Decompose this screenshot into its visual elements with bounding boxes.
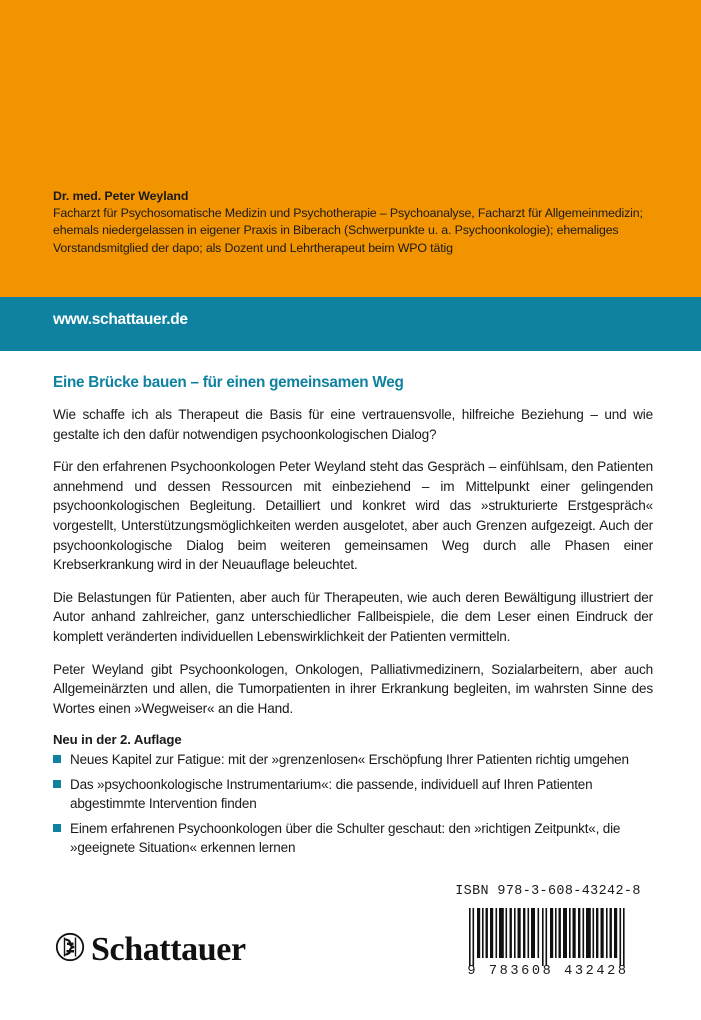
blurb-paragraph: Peter Weyland gibt Psychoonkologen, Onkologen, Palliativmedizinern, Sozialarbeitern, aber auch Allgemeinärzten und allen, die Tumorpatienten in ihrer Erkrankung begleiten, im wahrsten Sinne des Wortes einen »Wegweiser« an die Hand. — [53, 661, 653, 716]
author-name: Dr. med. Peter Weyland — [53, 189, 189, 203]
blurb-heading: Eine Brücke bauen – für einen gemeinsamen Weg — [53, 374, 404, 391]
isbn-number: ISBN 978-3-608-43242-8 — [455, 884, 641, 899]
list-item-label: Das »psychoonkologische Instrumentarium«: die passende, individuell auf Ihren Patienten abgestimmte Intervention finden — [70, 777, 593, 812]
author-block — [53, 188, 653, 257]
blurb-paragraph: Wie schaffe ich als Therapeut die Basis für eine vertrauensvolle, hilfreiche Beziehung – und wie gestalte ich den dafür notwendigen psychoonkologischen Dialog? — [53, 407, 653, 442]
list-item — [53, 819, 653, 857]
blurb-content — [53, 374, 653, 863]
isbn-block — [448, 884, 648, 979]
list-item-label: Einem erfahrenen Psychoonkologen über die Schulter geschaut: den »richtigen Zeitpunkt«, die »geeignete Situation« erkennen lernen — [70, 821, 621, 856]
orange-header-panel — [0, 0, 701, 297]
list-item — [53, 775, 653, 813]
new-edition-heading: Neu in der 2. Auflage — [53, 732, 182, 748]
barcode — [466, 908, 630, 979]
list-item-label: Neues Kapitel zur Fatigue: mit der »grenzenlosen« Erschöpfung Ihrer Patienten richtig umgehen — [70, 752, 629, 768]
barcode-digits: 9 783608 432428 — [467, 964, 629, 979]
publisher-url-band — [0, 297, 701, 351]
publisher-wordmark: Schattauer — [91, 930, 246, 968]
publisher-logo — [55, 932, 246, 967]
list-item — [53, 750, 653, 769]
new-edition-list — [53, 750, 653, 857]
blurb-paragraph: Die Belastungen für Patienten, aber auch für Therapeuten, wie auch deren Bewältigung illustriert der Autor anhand zahlreicher, ganz unterschiedlicher Fallbeispiele, die dem Leser einen Eindruck der komplett veränderten individuellen Lebenswirklichkeit der Patienten vermitteln. — [53, 589, 653, 644]
square-bullet-icon — [53, 755, 61, 763]
publisher-website-link[interactable]: www.schattauer.de — [53, 311, 188, 328]
schattauer-circle-mark-icon — [55, 932, 85, 967]
square-bullet-icon — [53, 824, 61, 832]
barcode-bars-icon — [466, 908, 630, 966]
square-bullet-icon — [53, 780, 61, 788]
author-description: Facharzt für Psychosomatische Medizin und Psychotherapie – Psychoanalyse, Facharzt für Allgemeinmedizin; ehemals niedergelassen in eigener Praxis in Biberach (Schwerpunkte u. a. Psychoonkologie); ehemaliges Vorstandsmitglied der dapo; als Dozent und Lehrtherapeut beim WPO tätig — [53, 206, 643, 255]
blurb-paragraph: Für den erfahrenen Psychoonkologen Peter Weyland steht das Gespräch – einfühlsam, den Patienten annehmend und dessen Ressourcen mit einbeziehend – im Mittelpunkt einer gelingenden psychoonkologischen Begleitung. Detailliert und konkret wird das »strukturierte Erstgespräch« vorgestellt, Unterstützungsmöglichkeiten werden ausgelotet, aber auch Grenzen aufgezeigt. Auch der psychoonkologische Dialog beim weiteren gemeinsamen Weg durch alle Phasen einer Krebserkrankung wird in der Neuauflage beleuchtet. — [53, 459, 653, 573]
